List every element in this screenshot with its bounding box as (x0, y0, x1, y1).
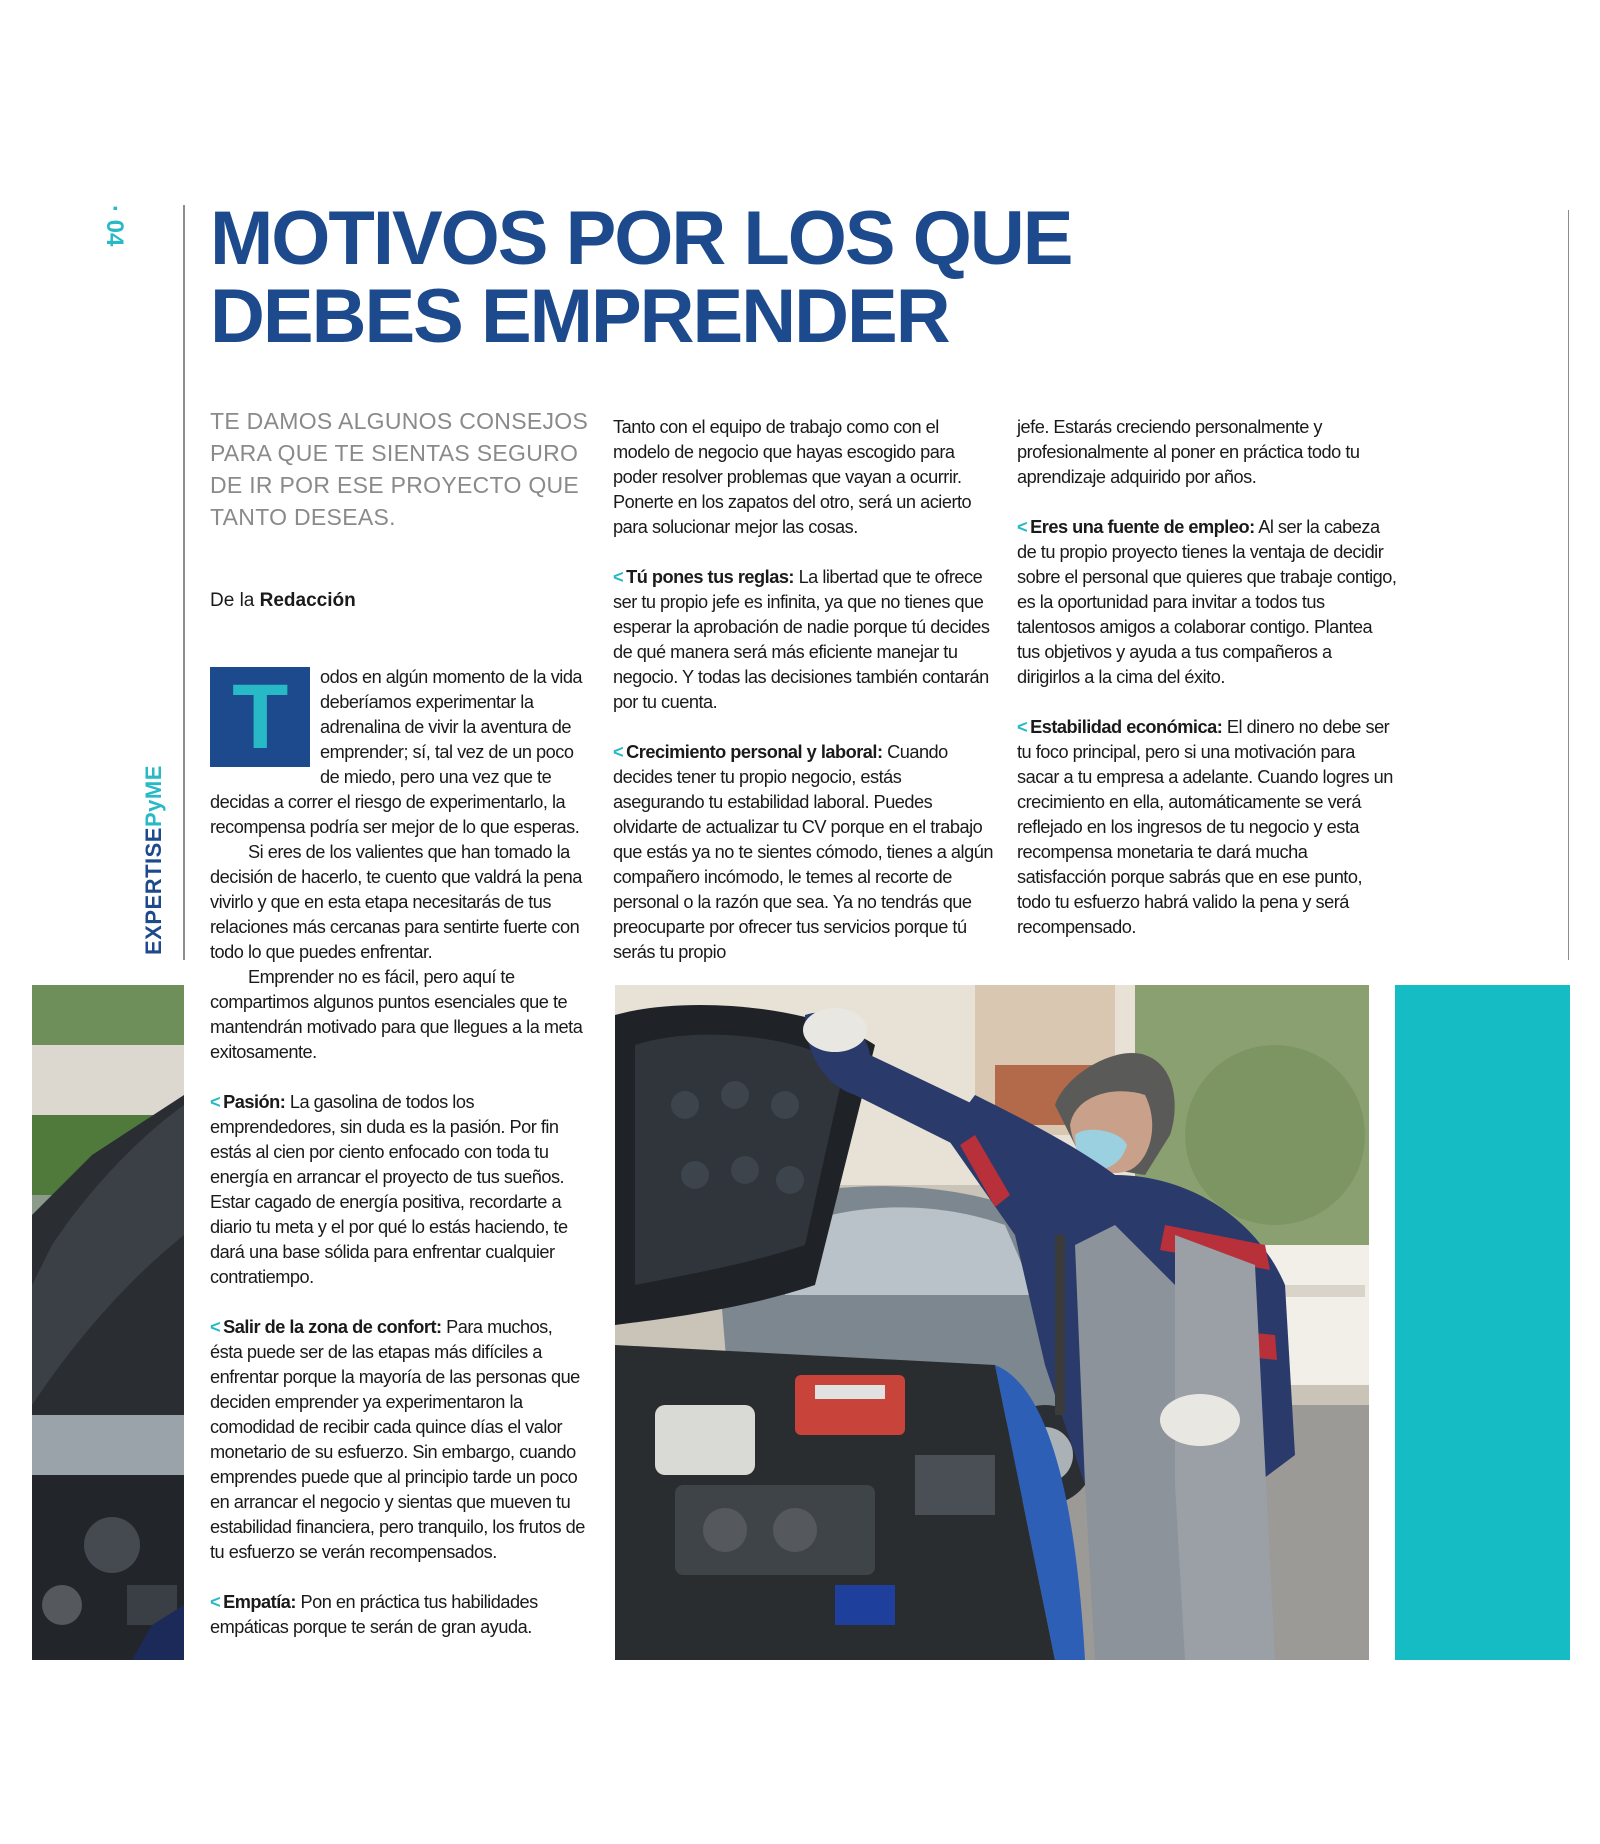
point-text: Pon en práctica tus habilidades empáticas porque te serán de gran ayuda. (210, 1592, 538, 1637)
teal-decorative-block (1395, 985, 1570, 1660)
intro-paragraph-1 (210, 665, 586, 840)
bullet-chevron-icon: < (613, 567, 624, 587)
car-engine-photo (32, 985, 184, 1660)
column-3-paragraph: jefe. Estarás creciendo personalmente y profesionalmente al poner en práctica todo tu aprendizaje adquirido por años. (1017, 417, 1360, 487)
point-title: Empatía: (223, 1592, 296, 1612)
bullet-chevron-icon: < (1017, 517, 1028, 537)
column-2 (613, 415, 993, 965)
right-divider (1568, 210, 1569, 960)
intro-paragraph-2: Si eres de los valientes que han tomado la decisión de hacerlo, te cuento que valdrá la pena vivirlo y que en esta etapa necesitarás de tus relaciones más cercanas para sentirte fuerte con todo lo que puedes enfrentar. (210, 842, 582, 962)
drop-cap: T (210, 667, 310, 767)
point-title: Crecimiento personal y laboral: (626, 742, 883, 762)
point-text: La libertad que te ofrece ser tu propio jefe es infinita, ya que no tienes que esperar la aprobación de nadie porque tú decides de qué manera será más eficiente manejar tu negocio. Y todas las decisiones también contarán por tu cuenta. (613, 567, 990, 712)
mechanic-photo (615, 985, 1369, 1660)
point-text: Al ser la cabeza de tu propio proyecto tienes la ventaja de decidir sobre el personal que quieres que trabaje contigo, es la oportunidad para invitar a todos tus talentosos amigos a colaborar contigo. Plantea tus objetivos y ayuda a tus compañeros a dirigirlos a la cima del éxito. (1017, 517, 1397, 687)
intro-paragraph-3: Emprender no es fácil, pero aquí te compartimos algunos puntos esenciales que te mantendrán motivado para que llegues a la meta exitosamente. (210, 967, 583, 1062)
point-title: Eres una fuente de empleo: (1030, 517, 1255, 537)
point-empleo (1017, 515, 1397, 690)
point-title: Pasión: (223, 1092, 286, 1112)
section-brand (141, 765, 167, 955)
point-empatia (210, 1590, 586, 1640)
brand-part-1: EXPERTISE (141, 827, 166, 955)
byline (210, 590, 356, 612)
page-number: · 04 (101, 205, 128, 247)
title-line-2: DEBES EMPRENDER (210, 274, 949, 359)
point-crecimiento (613, 740, 993, 965)
point-zona-confort (210, 1315, 586, 1565)
point-title: Estabilidad económica: (1030, 717, 1223, 737)
brand-part-2: PyME (141, 765, 166, 828)
point-text: La gasolina de todos los emprendedores, sin duda es la pasión. Por fin estás al cien por ciento enfocado con toda tu energía en arrancar el proyecto de tus sueños. Estar cagado de energía positiva, recordarte a diario tu meta y el por qué lo estás haciendo, te dará una base sólida para enfrentar cualquier contratiempo. (210, 1092, 568, 1287)
intro-text-1: odos en algún momento de la vida deberíamos experimentar la adrenalina de vivir la aventura de emprender; sí, tal vez de un poco de miedo, pero una vez que te decidas a correr el riesgo de experimentarlo, la recompensa podría ser mejor de lo que esperas. (210, 667, 583, 837)
article-subtitle: TE DAMOS ALGUNOS CONSEJOS PARA QUE TE SIENTAS SEGURO DE IR POR ESE PROYECTO QUE TANTO DESEAS. (210, 408, 589, 530)
title-line-1: MOTIVOS POR LOS QUE (210, 196, 1072, 281)
bullet-chevron-icon: < (613, 742, 624, 762)
point-reglas (613, 565, 993, 715)
column-2-paragraph: Tanto con el equipo de trabajo como con el modelo de negocio que hayas escogido para poder resolver problemas que vayan a ocurrir. Ponerte en los zapatos del otro, será un acierto para solucionar mejor las cosas. (613, 417, 972, 537)
column-1 (210, 665, 586, 1640)
point-text: El dinero no debe ser tu foco principal, pero si una motivación para sacar a tu empresa a adelante. Cuando logres un crecimiento en ella, automáticamente se verá reflejado en los ingresos de tu negocio y esta recompensa monetaria te dará mucha satisfacción porque sabrás que en ese punto, todo tu esfuerzo habrá valido la pena y será recompensado. (1017, 717, 1393, 937)
bullet-chevron-icon: < (210, 1592, 221, 1612)
point-pasion (210, 1090, 586, 1290)
point-text: Cuando decides tener tu propio negocio, estás asegurando tu estabilidad laboral. Puedes olvidarte de actualizar tu CV porque en el trabajo que estás ya no te sientes cómodo, tienes a algún compañero incómodo, le temes al recorte de personal o la razón que sea. Ya no tendrás que preocuparte por ofrecer tus servicios porque tú serás tu propio (613, 742, 993, 962)
point-title: Tú pones tus reglas: (626, 567, 794, 587)
bullet-chevron-icon: < (1017, 717, 1028, 737)
byline-prefix: De la (210, 590, 255, 611)
bullet-chevron-icon: < (210, 1317, 221, 1337)
point-title: Salir de la zona de confort: (223, 1317, 442, 1337)
byline-name: Redacción (259, 590, 356, 611)
point-estabilidad (1017, 715, 1397, 940)
left-divider (183, 205, 185, 960)
article-title (210, 196, 1110, 359)
point-text: Para muchos, ésta puede ser de las etapas más difíciles a enfrentar porque la mayoría de las personas que deciden emprender ya experimentaron la comodidad de recibir cada quince días el valor monetario de su esfuerzo. Sin embargo, cuando emprendes puede que al principio tarde un poco en arrancar el negocio y sientas que mueven tu estabilidad financiera, pero tranquilo, los frutos de tu esfuerzo se verán recompensados. (210, 1317, 585, 1562)
bullet-chevron-icon: < (210, 1092, 221, 1112)
column-3 (1017, 415, 1397, 940)
